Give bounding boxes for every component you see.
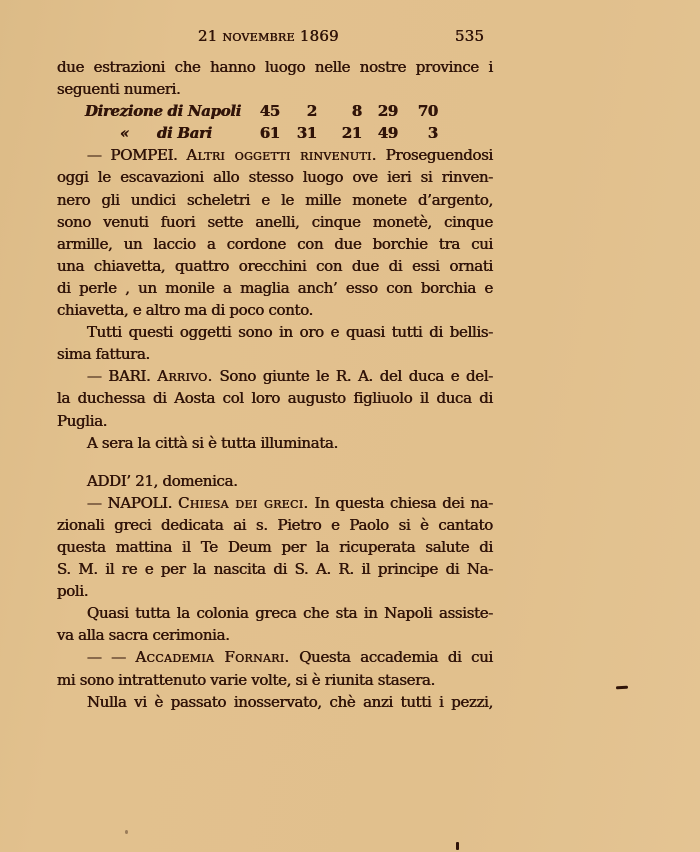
body-text: la duchessa di Aosta col loro augusto figliuolo il duca di [57,389,493,408]
text-line [57,514,493,536]
text-line [57,299,493,321]
body-text: sono venuti fuori sette anelli, cinque monetè, cinque [57,212,493,231]
text-line [57,580,493,602]
smallcaps-text: Altri oggetti rinvenuti. [186,146,377,165]
lottery-label [57,100,252,122]
lottery-label [57,122,252,144]
text-line [57,343,493,365]
text-line [57,277,493,299]
text-line [57,602,493,624]
text-line [57,558,493,580]
lottery-number: 21 [341,124,362,143]
lottery-number: 49 [377,124,398,143]
body-text: va alla sacra cerimonia. [57,626,230,645]
text-block [57,56,493,713]
text-line [57,78,493,100]
header-date [198,27,339,45]
body-text: nero gli undici scheletri e le mille monete d’argento, [57,190,493,209]
body-text: S. M. il re e per la nascita di S. A. R. il principe di Na- [57,560,493,579]
body-text: Quasi tutta la colonia greca che sta in Napoli assiste- [87,604,493,623]
body-text: oggi le escavazioni allo stesso luogo ove ieri si rinven- [57,168,493,187]
body-text: In questa chiesa dei na- [308,493,493,512]
lottery-number: 29 [377,102,398,121]
body-text: sima fattura. [57,345,150,364]
text-line [57,536,493,558]
body-text: Nulla vi è passato inosservato, chè anzi tutti i pezzi, [87,692,493,711]
body-text: di perle , un monile a maglia anch’ esso con borchia e [57,278,493,297]
smallcaps-text: Chiesa dei greci. [178,493,309,512]
lottery-row [57,122,493,144]
body-text: due estrazioni che hanno luogo nelle nostre province i [57,58,493,76]
text-line [57,233,493,255]
text-line [57,321,493,343]
body-text: A sera la città si è tutta illuminata. [87,433,339,452]
text-line [57,492,493,514]
text-line [57,470,493,492]
text-line [57,211,493,233]
header-date-day: 21 [198,27,223,45]
lottery-number: 45 [259,102,280,121]
body-text: zionali greci dedicata ai s. Pietro e Paolo si è cantato [57,515,493,534]
text-line [57,56,493,78]
text-line [57,387,493,409]
text-line [57,691,493,713]
text-line [57,624,493,646]
lottery-number: 3 [427,124,438,143]
body-text: Proseguendosi [376,146,493,165]
smallcaps-text: Arrivo. [157,367,213,386]
stray-mark-tick [456,842,459,850]
body-text: Tutti questi oggetti sono in oro e quasi tutti di bellis- [87,323,493,342]
lottery-office-name: Direzione di Napoli [85,102,242,121]
body-text: — NAPOLI. [87,493,179,512]
lottery-number: 8 [351,102,362,121]
text-line [57,432,493,454]
body-text: — POMPEI. [87,146,187,165]
body-text: chiavetta, e altro ma di poco conto. [57,301,314,320]
body-text: Sono giunte le R. A. del duca e del- [212,367,493,386]
body-text: Questa accademia di cui [289,648,493,667]
page-number: 535 [455,27,485,45]
text-line [57,365,493,387]
text-line [57,646,493,668]
body-text: — BARI. [87,367,158,386]
lottery-number: 70 [417,102,438,121]
text-line [57,410,493,432]
lottery-office-name: di Bari [157,124,212,143]
body-text: armille, un laccio a cordone con due borchie tra cui [57,234,493,253]
smallcaps-text: Accademia Fornari. [135,648,290,667]
lottery-number: 31 [296,124,317,143]
body-text: poli. [57,582,89,601]
header-date-year: 1869 [294,27,339,45]
header-date-month: novembre [222,27,295,45]
text-line [57,144,493,166]
page-header [57,27,493,47]
body-text: una chiavetta, quattro orecchini con due di essi ornati [57,256,493,275]
body-text: mi sono intrattenuto varie volte, si è riunita stasera. [57,670,436,689]
text-line [57,166,493,188]
text-line [57,669,493,691]
body-text: Puglia. [57,411,108,430]
lottery-number: 2 [306,102,317,121]
body-text: questa mattina il Te Deum per la ricuperata salute di [57,537,493,556]
body-text: seguenti numeri. [57,80,181,99]
lottery-row [57,100,493,122]
lottery-ditto-mark: « [120,124,130,143]
body-text: — — [87,648,136,667]
stray-mark-dot [125,830,128,834]
body-text: ADDI’ 21, domenica. [87,471,238,490]
text-line [57,255,493,277]
stray-mark-dash [616,686,628,690]
lottery-number: 61 [259,124,280,143]
text-line [57,189,493,211]
